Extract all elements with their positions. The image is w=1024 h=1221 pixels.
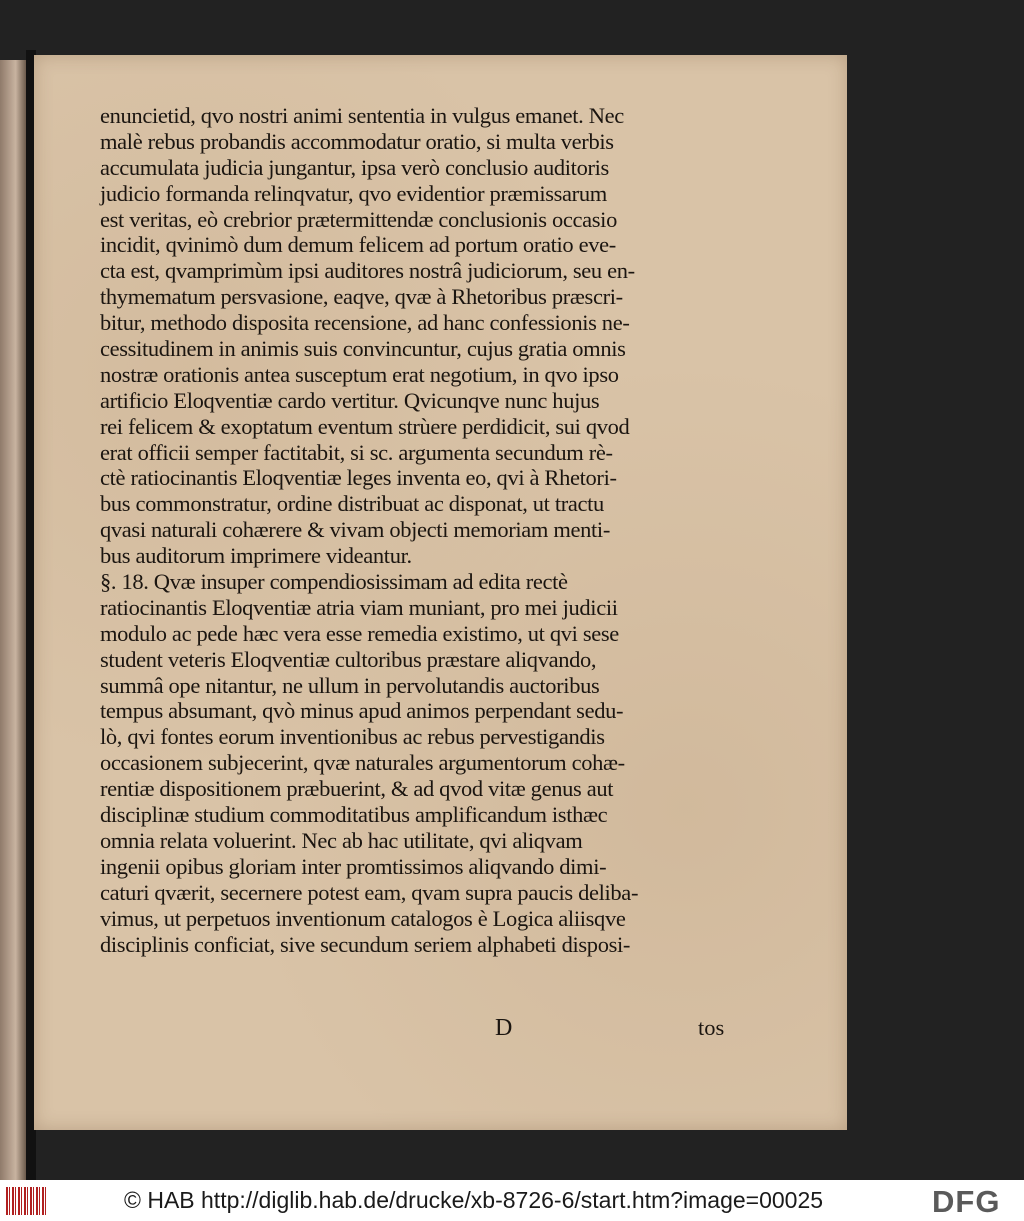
- dfg-logo: DFG: [932, 1184, 1001, 1219]
- text-line: ratiocinantis Eloqventiæ atria viam muniant, pro mei judicii: [100, 594, 618, 620]
- text-line: judicio formanda relinqvatur, qvo evidentior præmissarum: [100, 180, 607, 206]
- text-line: bitur, methodo disposita recensione, ad hanc confessionis ne-: [100, 310, 630, 336]
- text-line: qvasi naturali cohærere & vivam objecti memoriam menti-: [100, 517, 610, 543]
- text-line: accumulata judicia jungantur, ipsa verò conclusio auditoris: [100, 154, 609, 180]
- text-line: bus auditorum imprimere videantur.: [100, 543, 412, 569]
- text-line: tempus absumant, qvò minus apud animos perpendant sedu-: [100, 698, 624, 724]
- page-text-block: [100, 103, 740, 957]
- catchword: tos: [698, 1015, 725, 1040]
- text-line: student veteris Eloqventiæ cultoribus præstare aliqvando,: [100, 646, 597, 672]
- text-line: summâ ope nitantur, ne ullum in pervolutandis auctoribus: [100, 672, 600, 698]
- text-line: cta est, qvamprimùm ipsi auditores nostrâ judiciorum, seu en-: [100, 258, 635, 284]
- footer-bar: [0, 1180, 1024, 1221]
- text-line: §. 18. Qvæ insuper compendiosissimam ad edita rectè: [100, 569, 568, 595]
- previous-page-edge: [0, 60, 26, 1180]
- text-line: bus commonstratur, ordine distribuat ac disponat, ut tractu: [100, 491, 604, 517]
- text-line: rentiæ dispositionem præbuerint, & ad qvod vitæ genus aut: [100, 776, 614, 802]
- text-line: enuncietid, qvo nostri animi sententia in vulgus emanet. Nec: [100, 103, 624, 128]
- text-line: erat officii semper factitabit, si sc. argumenta secundum rè-: [100, 439, 613, 465]
- text-line: occasionem subjecerint, qvæ naturales argumentorum cohæ-: [100, 750, 625, 776]
- text-line: nostræ orationis antea susceptum erat negotium, in qvo ipso: [100, 361, 619, 387]
- text-line: disciplinis conficiat, sive secundum seriem alphabeti disposi-: [100, 931, 631, 957]
- text-line: est veritas, eò crebrior prætermittendæ conclusionis occasio: [100, 206, 617, 232]
- text-line: thymematum persvasione, eaqve, qvæ à Rhetoribus præscri-: [100, 284, 623, 310]
- text-line: ingenii opibus gloriam inter promtissimos aliqvando dimi-: [100, 853, 607, 879]
- barcode-icon: [6, 1187, 46, 1215]
- text-line: vimus, ut perpetuos inventionum catalogos è Logica aliisqve: [100, 905, 626, 931]
- signature-mark: D: [495, 1015, 513, 1041]
- text-line: disciplinæ studium commoditatibus amplificandum isthæc: [100, 802, 608, 828]
- page-foot: [100, 1015, 740, 1045]
- text-line: modulo ac pede hæc vera esse remedia existimo, ut qvi sese: [100, 620, 619, 646]
- text-line: caturi qværit, secernere potest eam, qvam supra paucis deliba-: [100, 879, 639, 905]
- text-line: lò, qvi fontes eorum inventionibus ac rebus pervestigandis: [100, 724, 605, 750]
- text-line: cessitudinem in animis suis convincuntur, cujus gratia omnis: [100, 336, 626, 362]
- copyright-credit: © HAB http://diglib.hab.de/drucke/xb-8726-6/start.htm?image=00025: [124, 1187, 824, 1213]
- book-page: [34, 55, 847, 1130]
- text-line: omnia relata voluerint. Nec ab hac utilitate, qvi aliqvam: [100, 827, 583, 853]
- text-line: artificio Eloqventiæ cardo vertitur. Qvicunqve nunc hujus: [100, 387, 600, 413]
- text-line: ctè ratiocinantis Eloqventiæ leges inventa eo, qvi à Rhetori-: [100, 465, 617, 491]
- text-line: incidit, qvinimò dum demum felicem ad portum oratio eve-: [100, 232, 616, 258]
- text-line: malè rebus probandis accommodatur oratio, si multa verbis: [100, 128, 614, 154]
- text-line: rei felicem & exoptatum eventum strùere perdidicit, sui qvod: [100, 413, 630, 439]
